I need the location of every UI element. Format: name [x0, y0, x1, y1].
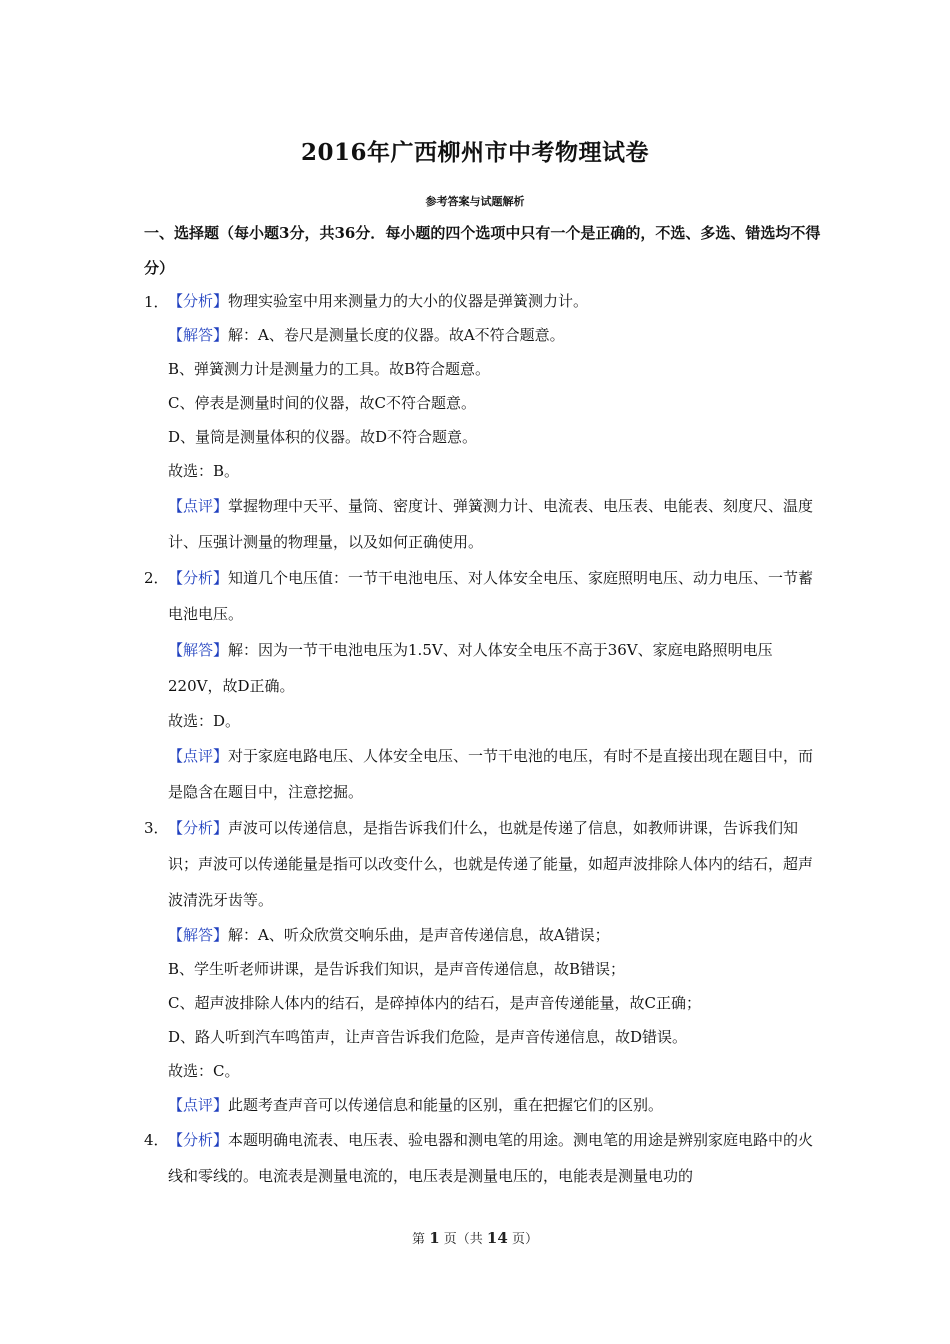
- analysis-paragraph: [168, 1122, 824, 1194]
- choice-text: 故选：B。: [168, 462, 240, 480]
- analysis-paragraph: [168, 810, 824, 918]
- comment-paragraph: [168, 488, 824, 560]
- analysis-text: 本题明确电流表、电压表、验电器和测电笔的用途。测电笔的用途是辨别家庭电路中的火线和零线的。电流表是测量电流的，电压表是测量电压的，电能表是测量电功的: [168, 1131, 814, 1185]
- section-heading: 一、选择题（每小题3分，共36分．每小题的四个选项中只有一个是正确的，不选、多选、错选均不得分）: [144, 224, 821, 277]
- option-c-text: C、停表是测量时间的仪器，故C不符合题意。: [168, 394, 476, 412]
- comment-text: 对于家庭电路电压、人体安全电压、一节干电池的电压，有时不是直接出现在题目中，而是隐含在题目中，注意挖掘。: [168, 747, 814, 801]
- answer-tag: 【解答】: [168, 326, 229, 344]
- question-3: [144, 810, 824, 1122]
- question-2: [144, 560, 824, 810]
- page-footer: [0, 1228, 950, 1247]
- analysis-tag: 【分析】: [168, 1131, 229, 1149]
- analysis-tag: 【分析】: [168, 819, 229, 837]
- footer-prefix: 第: [412, 1232, 426, 1247]
- page-number: 1: [429, 1229, 440, 1247]
- answer-tag: 【解答】: [168, 641, 229, 659]
- analysis-text: 知道几个电压值：一节干电池电压、对人体安全电压、家庭照明电压、动力电压、一节蓄电池电压。: [168, 569, 814, 623]
- question-number: 1．: [144, 293, 169, 311]
- answer-text: 解：A、卷尺是测量长度的仪器。故A不符合题意。: [228, 326, 565, 344]
- question-number: 4．: [144, 1131, 169, 1149]
- choice-text: 故选：D。: [168, 712, 241, 730]
- comment-text: 掌握物理中天平、量筒、密度计、弹簧测力计、电流表、电压表、电能表、刻度尺、温度计、压强计测量的物理量，以及如何正确使用。: [168, 497, 814, 551]
- comment-tag: 【点评】: [168, 497, 229, 515]
- option-c-text: C、超声波排除人体内的结石，是碎掉体内的结石，是声音传递能量，故C正确；: [168, 994, 701, 1012]
- page-title: 2016年广西柳州市中考物理试卷: [300, 139, 649, 166]
- answer-tag: 【解答】: [168, 926, 229, 944]
- analysis-text: 物理实验室中用来测量力的大小的仪器是弹簧测力计。: [228, 292, 589, 310]
- answer-paragraph: [168, 318, 824, 352]
- analysis-tag: 【分析】: [168, 292, 229, 310]
- analysis-paragraph: [168, 560, 824, 632]
- comment-paragraph: [168, 738, 824, 810]
- choice-text: 故选：C。: [168, 1062, 240, 1080]
- option-b-text: B、学生听老师讲课，是告诉我们知识，是声音传递信息，故B错误；: [168, 960, 626, 978]
- comment-paragraph: [168, 1088, 824, 1122]
- question-4: [144, 1122, 824, 1194]
- page-subtitle: 参考答案与试题解析: [425, 195, 525, 208]
- analysis-text: 声波可以传递信息，是指告诉我们什么，也就是传递了信息，如教师讲课，告诉我们知识；声波可以传递能量是指可以改变什么，也就是传递了能量，如超声波排除人体内的结石，超声波清洗牙齿等。: [168, 819, 814, 909]
- option-b-text: B、弹簧测力计是测量力的工具。故B符合题意。: [168, 360, 491, 378]
- page-total: 14: [486, 1229, 508, 1247]
- footer-middle: 页（共: [443, 1232, 483, 1247]
- analysis-paragraph: [168, 284, 824, 318]
- answer-text: 解：A、听众欣赏交响乐曲，是声音传递信息，故A错误；: [228, 926, 610, 944]
- analysis-tag: 【分析】: [168, 569, 229, 587]
- question-1: [144, 284, 824, 560]
- option-d-text: D、量筒是测量体积的仪器。故D不符合题意。: [168, 428, 478, 446]
- answer-paragraph: [168, 632, 824, 704]
- answer-content: [144, 284, 824, 1194]
- question-number: 3．: [144, 819, 169, 837]
- answer-text: 解：因为一节干电池电压为1.5V、对人体安全电压不高于36V、家庭电路照明电压220V，故D正确。: [168, 641, 773, 695]
- comment-tag: 【点评】: [168, 747, 229, 765]
- answer-paragraph: [168, 918, 824, 952]
- option-d-text: D、路人听到汽车鸣笛声，让声音告诉我们危险，是声音传递信息，故D错误。: [168, 1028, 688, 1046]
- comment-text: 此题考查声音可以传递信息和能量的区别，重在把握它们的区别。: [228, 1096, 664, 1114]
- question-number: 2．: [144, 569, 169, 587]
- comment-tag: 【点评】: [168, 1096, 229, 1114]
- footer-suffix: 页）: [511, 1232, 538, 1247]
